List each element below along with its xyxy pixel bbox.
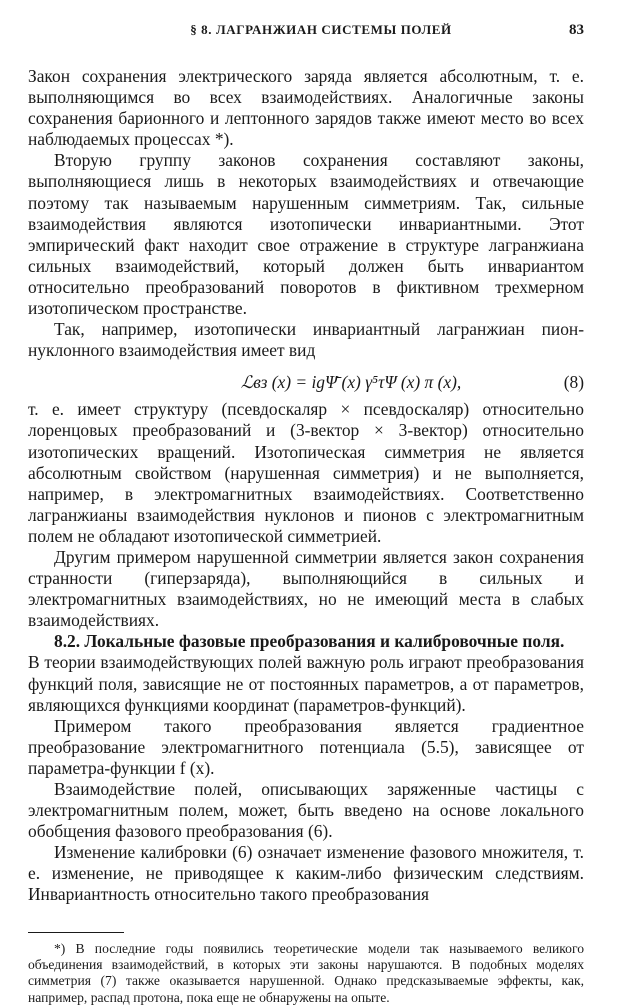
book-page (28, 22, 584, 1005)
section-heading-8-2: 8.2. Локальные фазовые преобразования и калибровочные поля. (54, 631, 565, 652)
equation-8 (28, 367, 584, 397)
footnote-divider (28, 932, 124, 933)
paragraph-strangeness: Другим примером нарушенной симметрии является закон сохранения странности (гиперзаряда), выполняющийся в сильных и электромагнитных взаимодействиях, но не имеющий места в слабых взаимодействиях. (28, 546, 584, 631)
paragraph-charge-conservation: Закон сохранения электрического заряда является абсолютным, т. е. выполняющимся во всех взаимодействиях. Аналогичные законы сохранения барионного и лептонного зарядов также имеют место во всех наблюдаемых процессах *). (28, 66, 584, 150)
body-text (28, 66, 584, 906)
paragraph-gauge-change: Изменение калибровки (6) означает изменение фазового множителя, т. е. изменение, не приводящее к каким-либо физическим следствиям. Инвариантность относительно такого преобразования (28, 842, 584, 905)
equation-formula: ℒвз (x) = igΨ̄ (x) γ⁵τΨ (x) π (x), (240, 372, 462, 393)
paragraph-broken-symmetries: Вторую группу законов сохранения составляют законы, выполняющиеся лишь в некоторых взаимодействиях и отвечающие поэтому так называемым нарушенным симметриям. Так, сильные взаимодействия являются изотопически инвариантными. Этот эмпирический факт находит свое отражение в структуре лагранжиана сильных взаимодействий, который должен быть инвариантом относительно преобразований поворотов в фиктивном трехмерном изотопическом пространстве. (28, 150, 584, 319)
paragraph-gradient-transformation: Примером такого преобразования является градиентное преобразование электромагнитного потенциала (5.5), зависящее от параметра-функции f (x). (28, 715, 584, 778)
footnote-text: *) В последние годы появились теоретические модели так называемого великого объединения взаимодействий, в которых эти законы нарушаются. В подобных моделях симметрия (7) также оказывается нарушенной. Однако предсказываемые эффекты, как, например, распад протона, пока еще не обнаружены на опыте. (28, 940, 584, 1005)
equation-number: (8) (563, 372, 584, 393)
page-number: 83 (569, 22, 584, 38)
running-head (28, 22, 584, 48)
footnote (28, 941, 584, 1006)
paragraph-local-transformations: В теории взаимодействующих полей важную роль играют преобразования функций поля, зависящие не от постоянных параметров, а от параметров, являющихся функциями координат (параметров-функций). (28, 652, 584, 715)
paragraph-structure: т. е. имеет структуру (псевдоскаляр × псевдоскаляр) относительно лоренцовых преобразований и (3-вектор × 3-вектор) относительно изотопических вращений. Изотопическая симметрия не является абсолютным свойством (нарушенная симметрия) и не выполняется, например, в электромагнитных взаимодействиях. Соответственно лагранжианы взаимодействия нуклонов и пионов с электромагнитным полем не обладают изотопической симметрией. (28, 399, 584, 546)
paragraph-pion-nucleon-intro: Так, например, изотопически инвариантный лагранжиан пион-нуклонного взаимодействия имеет вид (28, 319, 584, 361)
paragraph-interaction-fields: Взаимодействие полей, описывающих заряженные частицы с электромагнитным полем, может, быть введено на основе локального обобщения фазового преобразования (6). (28, 779, 584, 842)
running-head-title: § 8. ЛАГРАНЖИАН СИСТЕМЫ ПОЛЕЙ (190, 22, 452, 37)
